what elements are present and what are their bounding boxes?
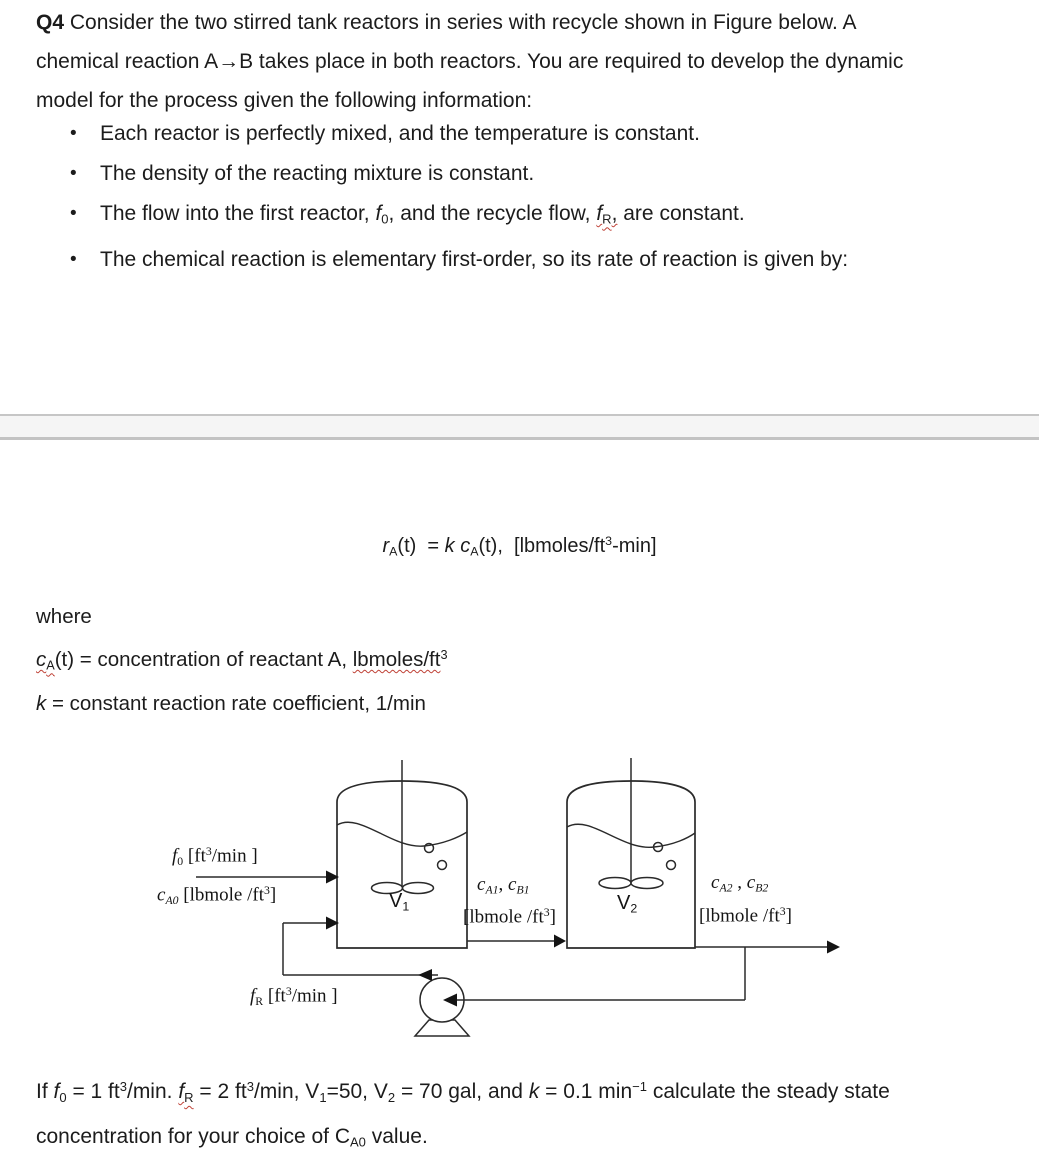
closing-line-1: If $f_0 = 1$ $ft^3/\min$. $f_R = 2$ $ft^3/\min$, $V_1=50$, $V_2 = 70$ gal, and k = 0.1 $\min^{-1}$ calculate the steady state: [36, 1079, 890, 1105]
label-outlet-concentration: $c_{A2}$ , $c_{B2}$: [711, 872, 769, 895]
problem-statement: [36, 3, 903, 120]
label-feed-flow: $f_0$ [$ft^3/\min$ ]: [172, 845, 258, 868]
list-item-1: • Each reactor is perfectly mixed, and the temperature is constant.: [36, 114, 848, 154]
recycle-left-arrowhead: [418, 969, 432, 981]
definition-ca: $c_A(t)$ = concentration of reactant A, lbmoles/$ft^3$: [36, 647, 448, 673]
list-item-4: • The chemical reaction is elementary first-order, so its rate of reaction is given by:: [36, 240, 848, 280]
closing-line-2: concentration for your choice of $C_{A0}$ value.: [36, 1124, 428, 1150]
bubble-2b: [667, 861, 676, 870]
impeller-2-right: [631, 878, 663, 889]
list-item-2: • The density of the reacting mixture is constant.: [36, 154, 848, 194]
label-outlet-concentration-units: [lbmole $/ft^3$]: [699, 905, 792, 927]
product-outlet-arrowhead: [827, 941, 840, 954]
label-recycle-flow: $f_R$ [$ft^3/\min$ ]: [250, 985, 338, 1008]
rate-equation: $r_A(t) = k$ $c_A(t)$, $[lbmoles/ft^3-\min]$: [382, 534, 657, 559]
tank1-outlet-arrowhead: [554, 935, 566, 948]
definition-k: k = constant reaction rate coefficient, 1/min: [36, 691, 426, 715]
question-statement: [36, 1067, 890, 1161]
intro-line-3: model for the process given the following information:: [36, 89, 533, 112]
label-feed-concentration: $c_{A0}$ [lbmole $/ft^3$]: [157, 884, 277, 907]
assumptions-list: [36, 114, 848, 280]
label-mid-concentration-units: [lbmole $/ft^3$]: [463, 906, 556, 928]
intro-line-2: chemical reaction A→B takes place in both reactors. You are required to develop the dynamic: [36, 50, 904, 73]
label-mid-concentration: $c_{A1}$, $c_{B1}$: [477, 874, 530, 897]
page-break-separator: [0, 414, 1039, 440]
impeller-2-left: [599, 878, 631, 889]
list-item-3: • The flow into the first reactor, $f_0$, and the recycle flow, $f_R$, are constant.: [36, 194, 848, 240]
definitions-block: [36, 598, 448, 723]
label-tank2-volume: $V_2$: [617, 892, 638, 916]
intro-line-1: Q4 Consider the two stirred tank reactors in series with recycle shown in Figure below. A: [36, 11, 857, 34]
where-line: where: [36, 605, 92, 628]
label-tank1-volume: $V_1$: [389, 890, 410, 914]
bubble-1b: [438, 861, 447, 870]
